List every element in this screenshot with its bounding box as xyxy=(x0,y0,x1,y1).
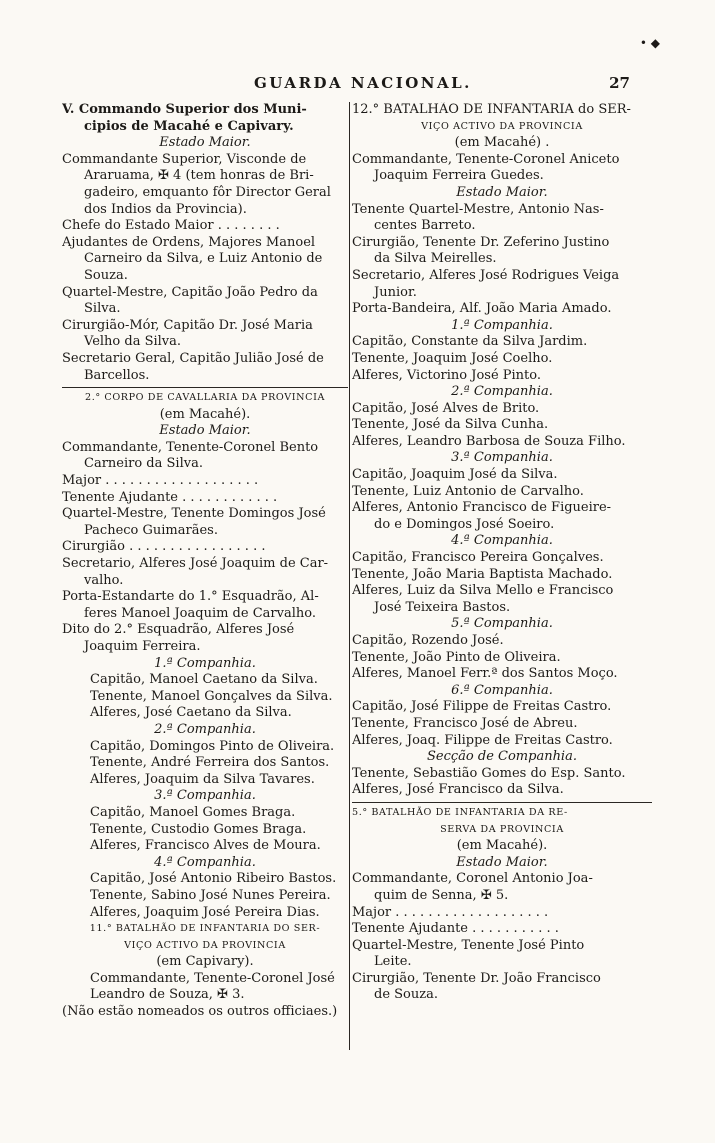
text-line: do e Domingos José Soeiro. xyxy=(374,516,555,532)
text-line: José Teixeira Bastos. xyxy=(374,599,511,615)
text-line: Commandante, Tenente-Coronel José xyxy=(90,970,335,986)
section-rule xyxy=(352,802,652,803)
text-line: Commandante, Tenente-Coronel Aniceto xyxy=(352,151,620,167)
text-line: Alferes, Antonio Francisco de Figueire- xyxy=(352,500,612,516)
text-line: Ajudantes de Ordens, Majores Manoel xyxy=(62,234,316,250)
text-line: Capitão, Manoel Gomes Braga. xyxy=(90,804,296,820)
text-line: Commandante, Tenente-Coronel Bento xyxy=(62,439,319,455)
text-line: feres Manoel Joaquim de Carvalho. xyxy=(84,605,316,621)
text-line: Capitão, Joaquim José da Silva. xyxy=(352,467,558,483)
section-rule xyxy=(62,387,348,388)
text-line: Tenente, Joaquim José Coelho. xyxy=(352,350,553,366)
text-line: Capitão, Domingos Pinto de Oliveira. xyxy=(90,738,335,754)
text-line: Estado Maior. xyxy=(456,184,548,200)
text-line: quim de Senna, ✠ 5. xyxy=(374,887,509,903)
text-line: Tenente, Francisco José de Abreu. xyxy=(352,715,578,731)
text-line: Tenente, José da Silva Cunha. xyxy=(352,417,549,433)
text-line: Tenente, Luiz Antonio de Carvalho. xyxy=(352,483,584,499)
text-line: Capitão, Francisco Pereira Gonçalves. xyxy=(352,550,604,566)
text-line: Leandro de Souza, ✠ 3. xyxy=(90,987,245,1003)
text-line: Alferes, Manoel Ferr.ª dos Santos Moço. xyxy=(352,666,618,682)
text-line: Tenente, Manoel Gonçalves da Silva. xyxy=(90,688,333,704)
text-line: Tenente, João Pinto de Oliveira. xyxy=(352,649,561,665)
text-line: Commandante Superior, Visconde de xyxy=(62,151,307,167)
text-line: Barcellos. xyxy=(84,367,150,383)
text-line: 12.° BATALHÃO DE INFANTARIA do SER- xyxy=(352,102,631,117)
text-line: 2.ª Companhia. xyxy=(154,721,256,737)
text-line: Alferes, Joaquim José Pereira Dias. xyxy=(90,904,320,920)
text-line: Estado Maior. xyxy=(456,854,548,870)
text-line: Junior. xyxy=(374,284,417,300)
text-line: Quartel-Mestre, Tenente José Pinto xyxy=(352,937,585,953)
text-line: Estado Maior. xyxy=(159,135,251,151)
text-line: Tenente, Sabino José Nunes Pereira. xyxy=(90,887,331,903)
corner-mark: • ◆ xyxy=(639,36,660,50)
text-line: (em Macahé). xyxy=(456,838,548,854)
running-title: GUARDA NACIONAL. xyxy=(254,74,472,92)
text-line: 5.° BATALHÃO DE INFANTARIA DA RE- xyxy=(352,806,568,818)
text-line: 2.ª Companhia. xyxy=(451,384,553,400)
text-line: (em Capivary). xyxy=(156,954,254,970)
text-line: Pacheco Guimarães. xyxy=(84,522,218,538)
text-line: Major . . . . . . . . . . . . . . . . . . . xyxy=(352,904,549,920)
text-line: Alferes, Francisco Alves de Moura. xyxy=(90,838,321,854)
text-line: Secretario, Alferes José Rodrigues Veiga xyxy=(352,267,620,283)
text-line: (em Macahé) . xyxy=(454,135,550,151)
text-line: Joaquim Ferreira. xyxy=(84,639,201,654)
text-line: centes Barreto. xyxy=(374,218,476,234)
text-line: Dito do 2.° Esquadrão, Alferes José xyxy=(62,622,295,638)
text-line: Tenente, Custodio Gomes Braga. xyxy=(90,821,307,837)
text-line: VIÇO ACTIVO DA PROVINCIA xyxy=(421,120,583,132)
text-line: de Souza. xyxy=(374,987,438,1003)
text-line: Porta-Bandeira, Alf. João Maria Amado. xyxy=(352,301,612,317)
left-column xyxy=(62,102,348,1021)
text-line: Cirurgião . . . . . . . . . . . . . . . . . xyxy=(62,539,266,555)
text-line: Porta-Estandarte do 1.° Esquadrão, Al- xyxy=(62,589,319,605)
text-line: 3.ª Companhia. xyxy=(451,450,553,466)
text-line: Commandante, Coronel Antonio Joa- xyxy=(352,871,593,887)
text-line: 5.ª Companhia. xyxy=(451,616,553,632)
text-line: Alferes, Victorino José Pinto. xyxy=(352,367,542,383)
page-header xyxy=(0,74,715,98)
text-line: gadeiro, emquanto fôr Director Geral xyxy=(84,184,331,200)
text-line: Tenente, Sebastião Gomes do Esp. Santo. xyxy=(352,765,626,781)
text-line: Secção de Companhia. xyxy=(427,749,577,765)
text-line: Silva. xyxy=(84,301,121,317)
text-line: 1.ª Companhia. xyxy=(451,317,553,333)
text-line: V. Commando Superior dos Muni- xyxy=(62,102,307,117)
text-line: Alferes, Joaq. Filippe de Freitas Castro. xyxy=(352,732,613,748)
text-line: Alferes, Joaquim da Silva Tavares. xyxy=(90,771,315,787)
text-line: Alferes, José Francisco da Silva. xyxy=(352,782,564,798)
text-line: 11.° BATALHÃO DE INFANTARIA DO SER- xyxy=(89,923,321,935)
text-line: Cirurgião-Mór, Capitão Dr. José Maria xyxy=(62,317,313,333)
text-line: Quartel-Mestre, Tenente Domingos José xyxy=(62,506,326,522)
text-line: Joaquim Ferreira Guedes. xyxy=(374,168,544,184)
text-line: Secretario, Alferes José Joaquim de Car- xyxy=(62,556,329,572)
text-line: Carneiro da Silva. xyxy=(84,456,203,472)
text-line: Capitão, José Alves de Brito. xyxy=(352,400,540,416)
text-line: Souza. xyxy=(84,267,128,283)
text-line: Tenente Ajudante . . . . . . . . . . . . xyxy=(62,489,278,505)
text-line: 6.ª Companhia. xyxy=(451,682,553,698)
text-line: (em Macahé). xyxy=(159,406,251,422)
text-line: Alferes, Luiz da Silva Mello e Francisco xyxy=(352,583,614,599)
text-line: Capitão, Rozendo José. xyxy=(352,633,504,648)
text-line: Cirurgião, Tenente Dr. João Francisco xyxy=(352,970,601,986)
text-line: Capitão, José Antonio Ribeiro Bastos. xyxy=(90,871,337,887)
text-line: Araruama, ✠ 4 (tem honras de Bri- xyxy=(84,168,314,184)
text-line: VIÇO ACTIVO DA PROVINCIA xyxy=(124,939,286,951)
text-line: Tenente, João Maria Baptista Machado. xyxy=(352,566,613,582)
right-column xyxy=(352,102,652,1004)
text-line: Major . . . . . . . . . . . . . . . . . . . xyxy=(62,473,259,489)
text-line: dos Indios da Provincia). xyxy=(84,201,247,217)
text-line: Estado Maior. xyxy=(159,423,251,439)
text-line: Leite. xyxy=(374,954,412,970)
text-line: Tenente, André Ferreira dos Santos. xyxy=(90,755,330,771)
page-number: 27 xyxy=(609,74,630,92)
text-line: Capitão, José Filippe de Freitas Castro. xyxy=(352,699,612,715)
text-line: Alferes, José Caetano da Silva. xyxy=(90,705,292,721)
text-line: Chefe do Estado Maior . . . . . . . . xyxy=(62,218,280,234)
text-line: Velho da Silva. xyxy=(84,334,182,350)
text-line: Tenente Ajudante . . . . . . . . . . . xyxy=(352,921,559,937)
text-line: Capitão, Manoel Caetano da Silva. xyxy=(90,672,318,688)
text-line: cipios de Macahé e Capivary. xyxy=(84,118,294,134)
text-line: SERVA DA PROVINCIA xyxy=(440,823,564,835)
text-line: 1.ª Companhia. xyxy=(154,655,256,671)
text-line: Capitão, Constante da Silva Jardim. xyxy=(352,334,588,350)
text-line: Cirurgião, Tenente Dr. Zeferino Justino xyxy=(352,234,610,250)
text-line: 4.ª Companhia. xyxy=(154,854,256,870)
text-line: 2.° CORPO DE CAVALLARIA DA PROVINCIA xyxy=(84,392,326,404)
text-line: (Não estão nomeados os outros officiaes.) xyxy=(62,1004,338,1020)
text-line: Quartel-Mestre, Capitão João Pedro da xyxy=(62,284,318,300)
text-line: Tenente Quartel-Mestre, Antonio Nas- xyxy=(352,201,604,217)
text-line: da Silva Meirelles. xyxy=(374,251,497,267)
text-line: Carneiro da Silva, e Luiz Antonio de xyxy=(84,251,323,267)
text-line: Secretario Geral, Capitão Julião José de xyxy=(62,350,324,366)
text-line: valho. xyxy=(84,572,124,588)
text-line: 4.ª Companhia. xyxy=(451,533,553,549)
text-line: 3.ª Companhia. xyxy=(154,788,256,804)
column-divider xyxy=(349,102,350,1050)
text-line: Alferes, Leandro Barbosa de Souza Filho. xyxy=(352,433,626,449)
